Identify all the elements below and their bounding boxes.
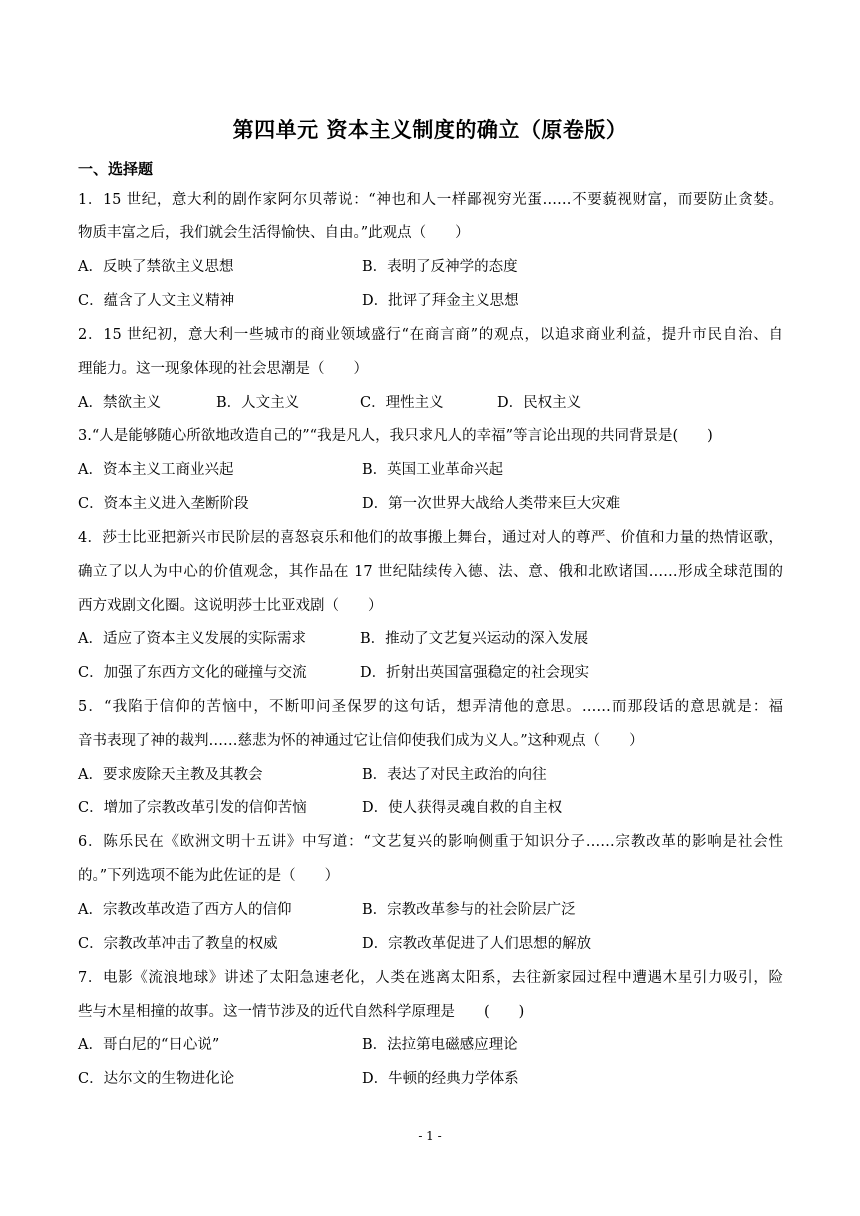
question-4-option-b: B．推动了文艺复兴运动的深入发展 <box>360 631 589 647</box>
question-5-option-d: D．使人获得灵魂自救的自主权 <box>362 800 563 816</box>
question-6-line-2: 的。”下列选项不能为此佐证的是（ ） <box>78 868 340 884</box>
question-2-line-2: 理能力。这一现象体现的社会思潮是（ ） <box>78 361 368 377</box>
question-3-option-b: B．英国工业革命兴起 <box>362 462 504 478</box>
question-1-line-1: 1．15 世纪，意大利的剧作家阿尔贝蒂说：“神也和人一样鄙视穷光蛋……不要藐视财富，而要防止贪婪。 <box>78 192 783 208</box>
question-2-option-b: B．人文主义 <box>216 395 300 411</box>
question-2-option-a: A．禁欲主义 <box>78 395 161 411</box>
question-4-option-d: D．折射出英国富强稳定的社会现实 <box>360 665 590 681</box>
question-6-line-1: 6．陈乐民在《欧洲文明十五讲》中写道：“文艺复兴的影响侧重于知识分子……宗教改革的影响是社会性 <box>78 834 783 850</box>
question-4-line-1: 4．莎士比亚把新兴市民阶层的喜怒哀乐和他们的故事搬上舞台，通过对人的尊严、价值和力量的热情讴歌， <box>78 530 783 546</box>
question-2-option-d: D．民权主义 <box>497 395 582 411</box>
question-5-option-a: A．要求废除天主教及其教会 <box>78 767 263 783</box>
page-title: 第四单元 资本主义制度的确立（原卷版） <box>232 118 628 142</box>
question-7-option-a: A．哥白尼的“日心说” <box>78 1037 220 1053</box>
question-4-option-a: A．适应了资本主义发展的实际需求 <box>78 631 306 647</box>
question-5-line-2: 音书表现了神的裁判……慈悲为怀的神通过它让信仰使我们成为义人。”这种观点（ ） <box>78 733 644 749</box>
question-3-line-1: 3.“人是能够随心所欲地改造自己的”“我是凡人，我只求凡人的幸福”等言论出现的共同背景是( ) <box>78 428 713 444</box>
question-1-option-c: C．蕴含了人文主义精神 <box>78 293 235 309</box>
question-7-option-c: C．达尔文的生物进化论 <box>78 1071 235 1087</box>
question-6-option-b: B．宗教改革参与的社会阶层广泛 <box>362 902 576 918</box>
question-4-line-2: 确立了以人为中心的价值观念，其作品在 17 世纪陆续传入德、法、意、俄和北欧诸国……形成全球范围的 <box>78 564 783 580</box>
question-4-option-c: C．加强了东西方文化的碰撞与交流 <box>78 665 307 681</box>
question-1-option-d: D．批评了拜金主义思想 <box>362 293 519 309</box>
question-5-option-b: B．表达了对民主政治的向往 <box>362 767 547 783</box>
question-2-option-c: C．理性主义 <box>360 395 444 411</box>
question-3-option-c: C．资本主义进入垄断阶段 <box>78 496 249 512</box>
section-heading: 一、选择题 <box>78 160 154 178</box>
question-1-option-a: A．反映了禁欲主义思想 <box>78 259 234 275</box>
question-6-option-d: D．宗教改革促进了人们思想的解放 <box>362 936 592 952</box>
question-2-line-1: 2．15 世纪初，意大利一些城市的商业领域盛行“在商言商”的观点，以追求商业利益，提升市民自治、自 <box>78 327 783 343</box>
question-6-option-a: A．宗教改革改造了西方人的信仰 <box>78 902 292 918</box>
question-5-option-c: C．增加了宗教改革引发的信仰苦恼 <box>78 800 307 816</box>
question-3-option-a: A．资本主义工商业兴起 <box>78 462 234 478</box>
question-7-line-1: 7．电影《流浪地球》讲述了太阳急速老化，人类在逃离太阳系，去往新家园过程中遭遇木星引力吸引，险 <box>78 970 783 986</box>
question-7-option-d: D．牛顿的经典力学体系 <box>362 1071 519 1087</box>
question-1-line-2: 物质丰富之后，我们就会生活得愉快、自由。”此观点（ ） <box>78 225 470 241</box>
page-number: - 1 - <box>418 1129 442 1143</box>
question-3-option-d: D．第一次世界大战给人类带来巨大灾难 <box>362 496 621 512</box>
question-1-option-b: B．表明了反神学的态度 <box>362 259 518 275</box>
question-7-line-2: 些与木星相撞的故事。这一情节涉及的近代自然科学原理是 ( ) <box>78 1004 525 1020</box>
question-5-line-1: 5．“我陷于信仰的苦恼中，不断叩问圣保罗的这句话，想弄清他的意思。……而那段话的意思就是：福 <box>78 699 783 715</box>
question-6-option-c: C．宗教改革冲击了教皇的权威 <box>78 936 278 952</box>
question-4-line-3: 西方戏剧文化圈。这说明莎士比亚戏剧（ ） <box>78 598 383 614</box>
question-7-option-b: B．法拉第电磁感应理论 <box>362 1037 518 1053</box>
